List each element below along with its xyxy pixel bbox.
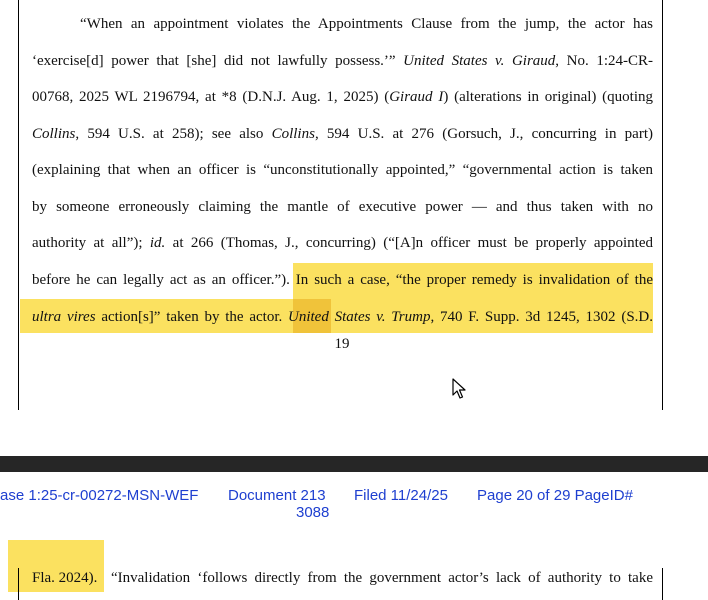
text-line-10 — [32, 568, 653, 588]
page-left-border-2 — [18, 568, 19, 600]
text-line-7: authority at all”); id. at 266 (Thomas, J., concurring) (“[A]n officer must be properly appointed — [32, 235, 653, 251]
page-number: 19 — [334, 336, 350, 352]
ecf-filed-date: Filed 11/24/25 — [354, 487, 448, 504]
ecf-page-of: Page 20 of 29 PageID# — [477, 487, 633, 504]
page-right-border-2 — [662, 568, 663, 600]
text-line-1: “When an appointment violates the Appointments Clause from the jump, the actor has — [80, 16, 653, 32]
text-line-5: (explaining that when an officer is “unconstitutionally appointed,” “governmental action is taken — [32, 162, 653, 178]
ecf-document-number: Document 213 — [228, 487, 326, 504]
ecf-case-number: ase 1:25-cr-00272-MSN-WEF — [0, 487, 199, 504]
text-line-2: ‘exercise[d] power that [she] did not lawfully possess.’” United States v. Giraud, No. 1:24-CR- — [32, 53, 653, 69]
page-20 — [0, 538, 708, 600]
sentence-start: “Invalidation ‘follows directly from the government actor’s lack of authority to take — [111, 570, 653, 586]
text-line-3: 00768, 2025 WL 2196794, at *8 (D.N.J. Aug. 1, 2025) (Giraud I) (alterations in original) (quoting — [32, 89, 654, 105]
mouse-cursor-icon — [452, 378, 468, 400]
text-line-6: by someone erroneously claiming the mantle of executive power — and thus taken with no — [32, 199, 653, 215]
page-divider — [0, 456, 708, 472]
ecf-pageid: 3088 — [296, 504, 330, 521]
citation-end: Fla. 2024). — [32, 570, 98, 586]
text-line-9: ultra vires action[s]” taken by the actor. United States v. Trump, 740 F. Supp. 3d 1245, 1302 (S.D. — [32, 309, 654, 325]
text-line-8: before he can legally act as an officer.”). In such a case, “the proper remedy is invalidation of the — [32, 272, 653, 288]
page-gap — [0, 410, 708, 456]
text-line-4: Collins, 594 U.S. at 258); see also Collins, 594 U.S. at 276 (Gorsuch, J., concurring in part) — [32, 126, 653, 142]
